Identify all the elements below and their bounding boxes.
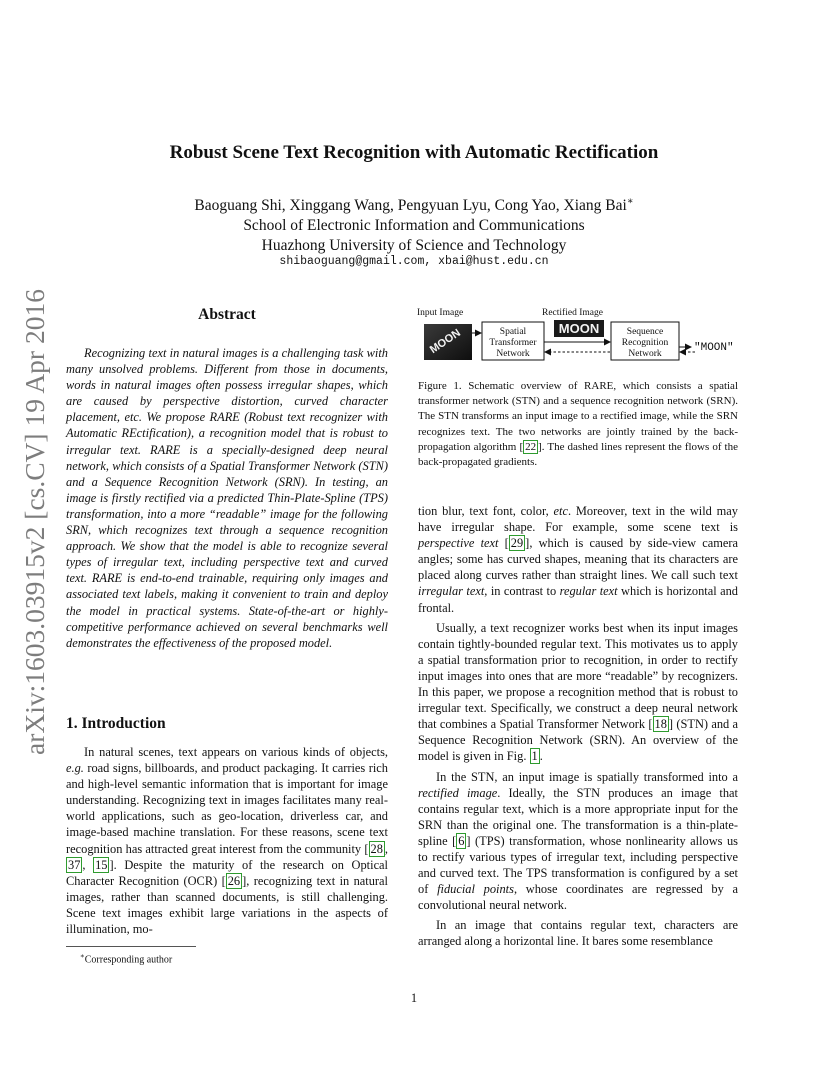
abstract-paragraph: Recognizing text in natural images is a challenging task with many unsolved problems. Different from those in documents, words in natural images often possess irregular shapes, which are caused by perspective distortion, curved character placement, etc. We propose RARE (Robust text recognizer with Automatic REctification), a recognition model that is robust to irregular text. RARE is a specially-designed deep neural network, which consists of a Spatial Transformer Network (STN) and a Sequence Recognition Network (SRN). In testing, an image is firstly rectified via a predicted Thin-Plate-Spline (TPS) transformation, into a more “readable” image for the following SRN, which recognizes text through a sequence recognition approach. We show that the model is able to recognize several types of irregular text, including perspective text and curved text. RARE is end-to-end trainable, requiring only images and associated text labels, making it convenient to train and deploy the model in practical systems. State-of-the-art or highly-competitive performance achieved on several benchmarks well demonstrates the effectiveness of the proposed model. xyxy=(66,346,388,650)
arxiv-stamp: arXiv:1603.03915v2 [cs.CV] 19 Apr 2016 xyxy=(19,289,50,755)
affiliation-line-2: Huazhong University of Science and Technology xyxy=(261,237,567,255)
author-emails: shibaoguang@gmail.com, xbai@hust.edu.cn xyxy=(279,255,549,268)
right-column-text xyxy=(418,503,738,950)
srn-label-line-3: Network xyxy=(628,349,662,359)
stn-label-line-2: Transformer xyxy=(489,338,537,348)
input-image-label: Input Image xyxy=(417,308,464,318)
author-mark: ∗ xyxy=(626,196,634,207)
paragraph: Usually, a text recognizer works best when its input images contain tightly-bounded regular text. This motivates us to apply a spatial transformation prior to recognition, in order to rectify input images into ones that are more “readable” by recognizers. In this paper, we propose a recognition method that is robust to irregular text. Specifically, we construct a deep neural network that combines a Spatial Transformer Network [ 18 ] (STN) and a Sequence Recognition Network (SRN). An overview of the model is given in Fig. 1 . xyxy=(418,620,739,764)
author-block xyxy=(0,192,828,256)
figure-reference-link[interactable]: 1 xyxy=(531,749,538,764)
abstract-heading: Abstract xyxy=(198,306,256,323)
introduction-paragraph: In natural scenes, text appears on various kinds of objects, e.g. road signs, billboards, and product packaging. It carries rich and high-level semantic information that is important for image understanding. Recognizing text in images facilitates many real-world applications, such as geo-location, driverless car, and image-based machine translation. For these reasons, scene text recognition has attracted great interest from the community [ 28 , 37 , 15 ]. Despite the maturity of the research on Optical Character Recognition (OCR) [ 26 ], recognizing text in natural images, rather than scanned documents, is still challenging. Scene text images exhibit large variations in the aspects of illumination, mo- xyxy=(66,745,389,937)
rectified-image-label: Rectified Image xyxy=(542,308,603,318)
citation-link[interactable]: 6 xyxy=(458,833,465,848)
footnote-rule xyxy=(66,946,196,947)
srn-label-line-2: Recognition xyxy=(621,338,669,348)
introduction-heading: 1. Introduction xyxy=(66,715,166,732)
rectified-word: MOON xyxy=(558,321,600,336)
footnote: ∗Corresponding author xyxy=(80,952,173,966)
paragraph: tion blur, text font, color, etc. Moreover, text in the wild may have irregular shape. For example, some scene text is perspective text [ 29 ], which is caused by side-view camera angles; some has curved shapes, meaning that its characters are placed along curves rather than straight lines. We call such text irregular text, in contrast to regular text which is horizontal and frontal. xyxy=(418,504,739,615)
citation-link[interactable]: 28 xyxy=(370,841,383,856)
introduction-text xyxy=(66,744,388,937)
rectified-image xyxy=(554,320,604,337)
author-list: Baoguang Shi, Xinggang Wang, Pengyuan Lyu, Cong Yao, Xiang Bai∗ xyxy=(194,196,634,215)
citation-link[interactable]: 22 xyxy=(525,440,537,453)
citation-link[interactable]: 29 xyxy=(510,536,524,551)
srn-label-line-1: Sequence xyxy=(626,327,664,337)
page-number: 1 xyxy=(410,991,418,1005)
citation-link[interactable]: 15 xyxy=(95,857,108,872)
input-image xyxy=(424,324,472,360)
paper-title: Robust Scene Text Recognition with Automatic Rectification xyxy=(169,142,659,163)
citation-link[interactable]: 26 xyxy=(227,873,241,888)
output-text: "MOON" xyxy=(694,342,734,354)
stn-label-line-3: Network xyxy=(496,349,530,359)
affiliation-line-1: School of Electronic Information and Communications xyxy=(243,217,585,235)
input-word: MOON xyxy=(427,326,463,357)
rare-schematic xyxy=(414,302,742,374)
citation-link[interactable]: 18 xyxy=(654,717,667,732)
citation-link[interactable]: 37 xyxy=(68,857,81,872)
figure-1 xyxy=(414,302,742,374)
paragraph: In an image that contains regular text, characters are arranged along a horizontal line. It bares some resemblance xyxy=(418,918,738,949)
stn-label-line-1: Spatial xyxy=(499,327,527,337)
abstract-text xyxy=(66,345,388,651)
paragraph: In the STN, an input image is spatially transformed into a rectified image. Ideally, the STN produces an image that contains regular text, which is a more appropriate input for the SRN than the original one. The transformation is a thin-plate-spline [ 6 ] (TPS) transformation, whose nonlinearity allows us to rectify various types of irregular text, including perspective and curved text. The TPS transformation is configured by a set of fiducial points, whose coordinates are regressed by a convolutional neural network. xyxy=(418,769,739,913)
figure-1-caption: Figure 1. Schematic overview of RARE, which consists a spatial transformer network (STN) and a sequence recognition network (SRN). The STN transforms an input image to a rectified image, while the SRN recognizes text. The two networks are jointly trained by the back-propagation algorithm [ 22 ]. The dashed lines represent the flows of the back-propagated gradients. xyxy=(418,380,738,469)
